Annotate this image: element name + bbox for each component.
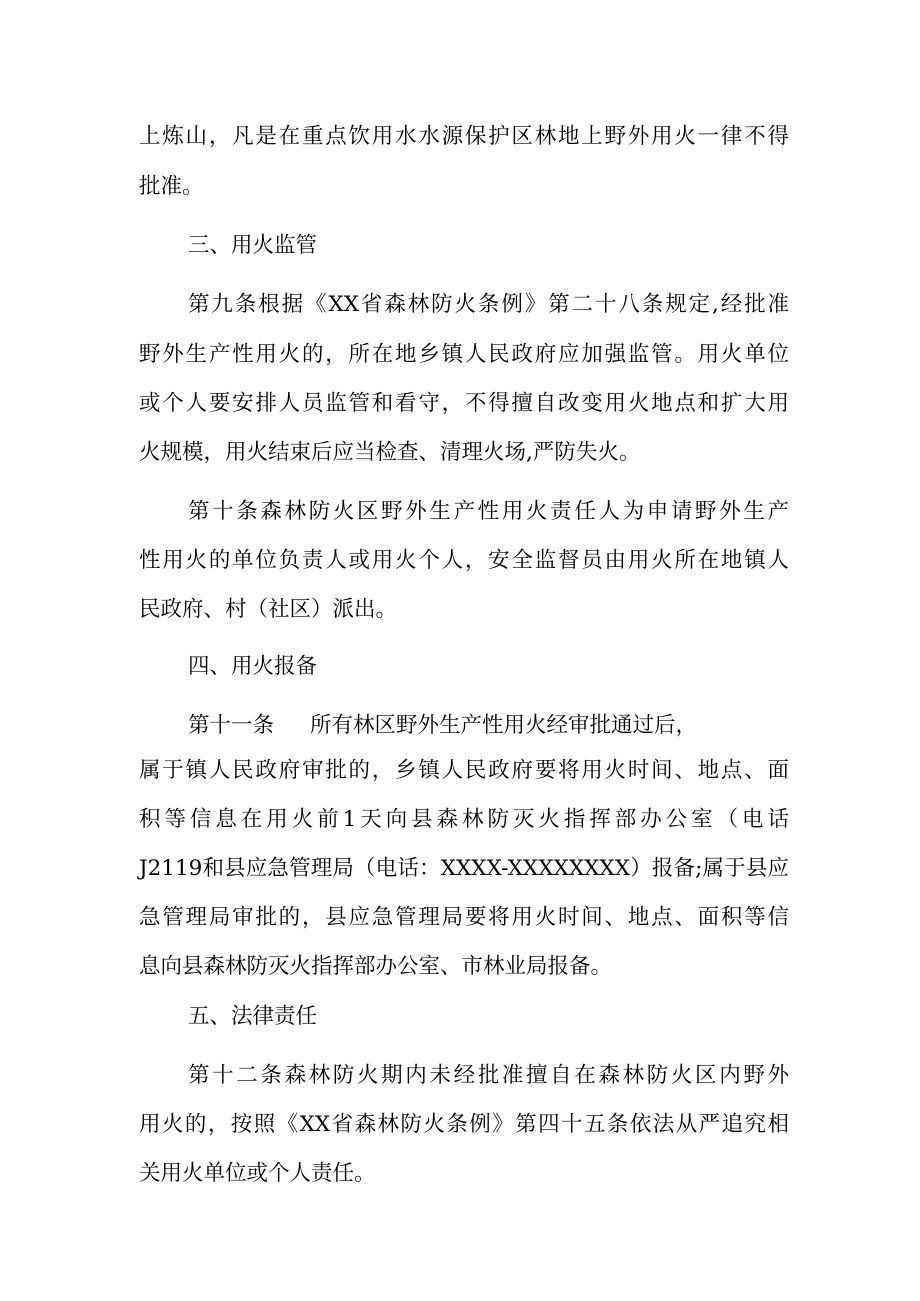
article-11-label: 第十一条 [188, 713, 275, 738]
article-10-line: 民政府、村（社区）派出。 [139, 597, 398, 622]
article-11-line: 属于镇人民政府审批的，乡镇人民政府要将用火时间、地点、面 [139, 758, 789, 783]
paragraph-line: 批准。 [139, 174, 204, 199]
paragraph-line: 上炼山，凡是在重点饮用水水源保护区林地上野外用火一律不得 [139, 124, 789, 149]
article-11-first-line [188, 711, 697, 741]
article-9-line: 火规模，用火结束后应当检查、清理火场,严防失火。 [139, 440, 641, 465]
article-11-line: J2119和县应急管理局（电话：XXXX-XXXXXXXX）报备;属于县应 [139, 856, 789, 881]
article-11-line: 息向县森林防灭火指挥部办公室、市林业局报备。 [139, 954, 613, 979]
article-10-line: 第十条森林防火区野外生产性用火责任人为申请野外生产 [188, 499, 789, 524]
section-heading: 四、用火报备 [188, 654, 318, 679]
article-11-line: 积等信息在用火前1天向县森林防灭火指挥部办公室（电话 [139, 807, 789, 832]
article-12-line: 关用火单位或个人责任。 [139, 1161, 376, 1186]
section-heading: 五、法律责任 [188, 1004, 318, 1029]
article-9-line: 野外生产性用火的，所在地乡镇人民政府应加强监管。用火单位 [139, 342, 789, 367]
article-12-line: 用火的，按照《XX省森林防火条例》第四十五条依法从严追究相 [139, 1112, 789, 1137]
section-heading: 三、用火监管 [188, 233, 318, 258]
article-11-line: 急管理局审批的，县应急管理局要将用火时间、地点、面积等信 [139, 905, 789, 930]
article-9-line: 第九条根据《XX省森林防火条例》第二十八条规定,经批准 [188, 292, 789, 317]
article-12-line: 第十二条森林防火期内未经批准擅自在森林防火区内野外 [188, 1063, 789, 1088]
article-10-line: 性用火的单位负责人或用火个人，安全监督员由用火所在地镇人 [139, 548, 789, 573]
article-9-line: 或个人要安排人员监管和看守，不得擅自改变用火地点和扩大用 [139, 391, 789, 416]
article-11-first-text: 所有林区野外生产性用火经审批通过后， [310, 713, 698, 738]
